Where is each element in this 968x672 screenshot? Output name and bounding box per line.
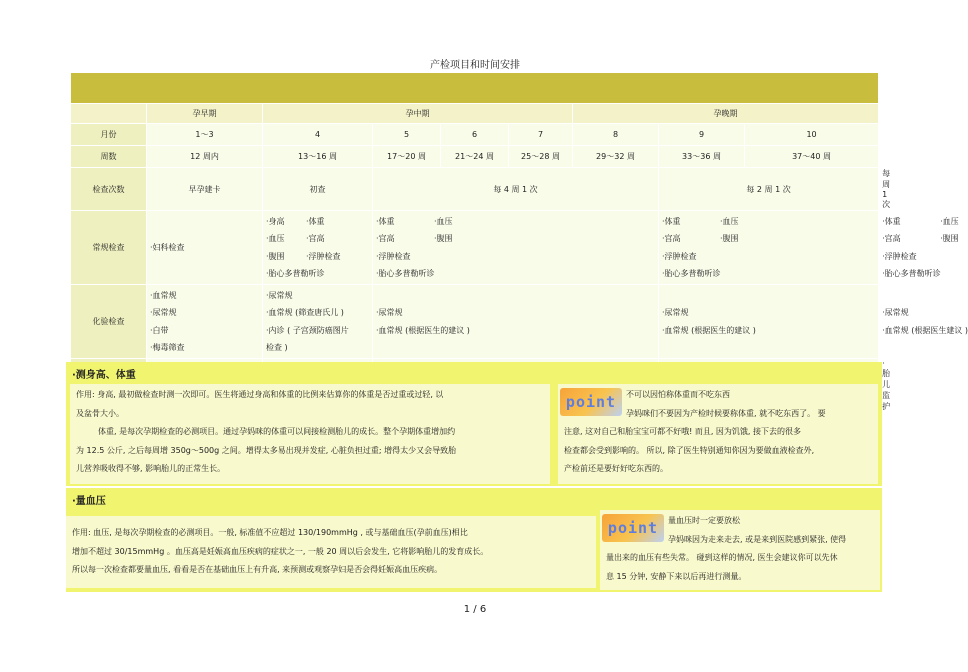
times-cell: 早孕建卡 (147, 168, 263, 211)
times-cell: 每 4 周 1 次 (373, 168, 659, 211)
week-cell: 21～24 周 (441, 146, 509, 168)
routine-item: ·体重 (376, 216, 395, 226)
lab-row: 化验检查 ·血常规 ·尿常规 ·白带 ·梅毒筛查 ·尿常规 ·血常规 (筛查唐氏儿 ) ·内诊 ( 子宫颈防癌图片 检查 ) ·尿常规 ·血常规 (根据医生的建议 ) ·尿常规 ·血常规 (根据医生的建议 ) ·尿常规 ·血常规 (根据医生建议 ) (71, 285, 879, 359)
month-cell: 1～3 (147, 124, 263, 146)
lab-item: ·内诊 ( 子宫颈防癌图片 (266, 325, 349, 335)
point-badge-icon: point (602, 514, 664, 542)
lab-item: ·血常规 (筛查唐氏儿 ) (266, 308, 344, 317)
month-cell: 7 (509, 124, 573, 146)
routine-late (659, 211, 879, 285)
lab-item: ·尿常规 (376, 308, 403, 317)
routine-item: ·腹围 (434, 234, 453, 243)
routine-item: ·宫高 (306, 234, 325, 243)
routine-item: ·腹围 (266, 251, 285, 261)
routine-item: ·胎心多普勒听诊 (662, 269, 721, 278)
routine-item: ·腹围 (720, 234, 739, 243)
routine-item: ·血压 (434, 216, 453, 226)
routine-item: ·体重 (306, 216, 325, 226)
week-cell: 25～28 周 (509, 146, 573, 168)
routine-row: 常规检查 ·妇科检查 ·身高 ·体重 ·血压 ·宫高 ·腹围 ·浮肿检查 ·胎心多普勒听诊 ·体重 ·血压 ·宫高 ·腹围 ·浮肿检查 ·胎心多普勒听诊 ·体重 ·血压 ·宫高 ·腹围 ·浮肿检查 ·胎心多普勒听诊 ·体重 ·血压 ·宫高 ·腹围 ·浮肿检查 ·胎心多普勒听诊 (71, 211, 879, 285)
routine-item: ·宫高 (376, 234, 395, 243)
week-cell: 17～20 周 (373, 146, 441, 168)
routine-item: ·胎心多普勒听诊 (376, 269, 435, 278)
section-height-weight (66, 362, 882, 486)
section-body: 作用: 血压, 是每次孕期检查的必测项目。一般, 标准值不应超过 130/190mmHg , 或与基础血压(孕前血压)相比 增加不超过 30/15mmHg 。血压高是妊娠高血压疾病的症状之一, 一般 20 周以后会发生, 它将影响胎儿的发育成长。 所以每一次检查都要量血压, 看看是否在基础血压上有升高, 来预测或观察孕妇是否会得妊娠高血压疾病。 (66, 516, 596, 588)
routine-c2 (263, 211, 373, 285)
week-cell: 37～40 周 (745, 146, 879, 168)
month-cell: 4 (263, 124, 373, 146)
weeks-row (71, 146, 879, 168)
routine-item: ·腹围 (940, 234, 959, 243)
row-label-times: 检查次数 (71, 168, 147, 211)
month-cell: 10 (745, 124, 879, 146)
month-cell: 9 (659, 124, 745, 146)
month-cell: 5 (373, 124, 441, 146)
month-cell: 8 (573, 124, 659, 146)
period-row (71, 104, 879, 124)
period-mid: 孕中期 (263, 104, 573, 124)
routine-item: ·宫高 (662, 234, 681, 243)
row-label-lab: 化验检查 (71, 285, 147, 359)
lab-mid (373, 285, 659, 359)
week-cell: 12 周内 (147, 146, 263, 168)
lab-item: ·血常规 (根据医生的建议 ) (662, 325, 756, 335)
table-header-bar (71, 73, 879, 104)
lab-item: ·尿常规 (150, 308, 177, 317)
lab-item: ·尿常规 (266, 290, 293, 300)
period-early: 孕早期 (147, 104, 263, 124)
routine-item: ·浮肿检查 (306, 251, 341, 261)
section-body: 作用: 身高, 最初做检查时测一次即可。医生将通过身高和体重的比例来估算你的体重是否过重或过轻, 以 及盆骨大小。 体重, 是每次孕期检查的必测项目。通过孕妈咪的体重可以间接检测胎儿的成长。整个孕期体重增加约 为 12.5 公斤, 之后每周增 350g～500g 之间。增得太多易出现并发症, 心脏负担过重; 增得太少又会导致胎 儿营养吸收得不够, 影响胎儿的正常生长。 (70, 384, 550, 484)
tip-box: point 量血压时一定要放松 孕妈咪因为走来走去, 或是来到医院感到紧张, 使得 量出来的血压有些失常。 碰到这样的情况, 医生会建议你可以先休 息 15 分钟, 安静下来以后再进行测量。 (600, 510, 880, 590)
routine-item: ·血压 (720, 216, 739, 226)
row-label-months: 月份 (71, 124, 147, 146)
routine-item: ·浮肿检查 (662, 251, 697, 261)
month-cell: 6 (441, 124, 509, 146)
lab-early (147, 285, 263, 359)
months-row (71, 124, 879, 146)
times-cell: 每 2 周 1 次 (659, 168, 879, 211)
section-heading: ·量血压 (72, 496, 106, 507)
times-row: 检查次数 早孕建卡 初查 每 4 周 1 次 每 2 周 1 次 每周 1 次 (71, 168, 879, 211)
routine-item: ·宫高 (882, 234, 901, 243)
week-cell: 13～16 周 (263, 146, 373, 168)
lab-item: ·白带 (150, 325, 169, 335)
section-heading: ·测身高、体重 (72, 370, 136, 381)
routine-item: ·血压 (266, 234, 285, 243)
page-number: 1 / 6 (463, 604, 487, 615)
routine-early: ·妇科检查 (147, 211, 263, 285)
times-cell: 初查 (263, 168, 373, 211)
routine-item: ·体重 (882, 216, 901, 226)
point-badge-icon: point (560, 388, 622, 416)
lab-item: ·血常规 (150, 290, 177, 300)
lab-item: ·尿常规 (662, 308, 689, 317)
lab-c2 (263, 285, 373, 359)
lab-item: ·梅毒筛查 (150, 343, 185, 352)
lab-late (659, 285, 879, 359)
routine-item: ·血压 (940, 216, 959, 226)
row-label-weeks: 周数 (71, 146, 147, 168)
section-blood-pressure (66, 488, 882, 592)
row-label-routine: 常规检查 (71, 211, 147, 285)
routine-item: ·体重 (662, 216, 681, 226)
routine-item: ·身高 (266, 216, 285, 226)
lab-item: 检查 ) (266, 343, 288, 352)
doc-title: 产检项目和时间安排 (430, 60, 520, 71)
routine-item: ·胎心多普勒听诊 (266, 269, 325, 278)
period-late: 孕晚期 (573, 104, 879, 124)
week-cell: 29～32 周 (573, 146, 659, 168)
week-cell: 33～36 周 (659, 146, 745, 168)
routine-item: ·浮肿检查 (376, 251, 411, 261)
aux-row: ·胎儿监护 (71, 359, 879, 413)
routine-mid (373, 211, 659, 285)
lab-item: ·血常规 (根据医生的建议 ) (376, 325, 470, 335)
tip-box: point 不可以因怕称体重而不吃东西 孕妈咪们不要因为产检时候要称体重, 就不吃东西了。 要 注意, 这对自己和胎宝宝可都不好哦! 而且, 因为饥饿, 接下去的很多 检查都会受到影响的。 所以, 除了医生特别通知你因为要做血液检查外, 产检前还是要好好吃东西的。 (558, 384, 878, 484)
